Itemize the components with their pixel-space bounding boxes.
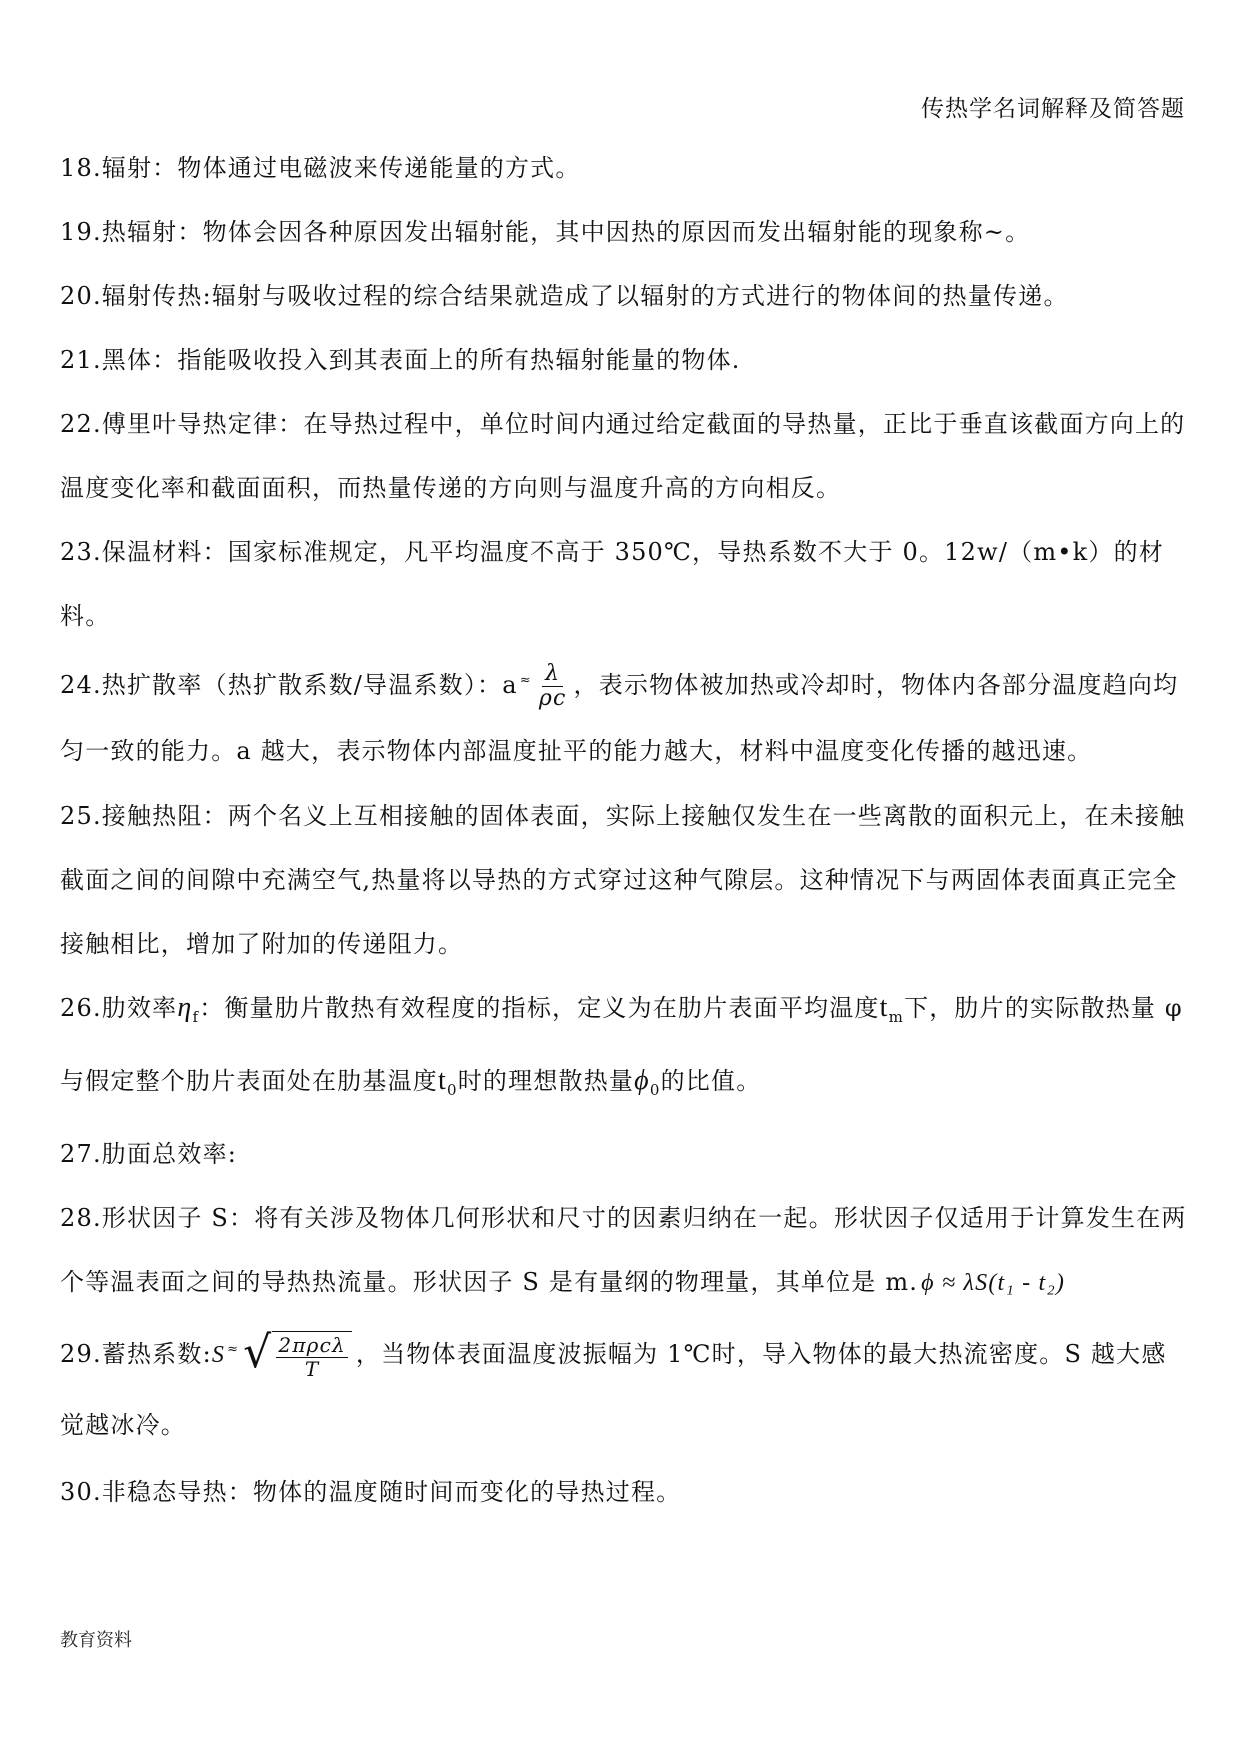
sqrt-formula [243,1326,352,1381]
shape-factor-formula: ϕ ≈ λS(t₁ - t₂) [921,1270,1066,1297]
s-symbol: S [211,1342,226,1369]
entry-18: 18.辐射：物体通过电磁波来传递能量的方式。 [60,154,581,182]
entry-28-text: 28.形状因子 S：将有关涉及物体几何形状和尺寸的因素归纳在一起。形状因子仅适用于计算发生在两个等温表面之间的导热热流量。形状因子 S 是有量纲的物理量，其单位是 m. [60,1203,1187,1296]
entry-30: 30.非稳态导热：物体的温度随时间而变化的导热过程。 [60,1478,682,1507]
entry-22: 22.傅里叶导热定律：在导热过程中，单位时间内通过给定截面的导热量，正比于垂直该截面方向上的温度变化率和截面面积，而热量传递的方向则与温度升高的方向相反。 [60,410,1186,502]
approx-symbol-2: ≈ [227,1342,240,1358]
entry-27: 27.肋面总效率: [60,1139,238,1168]
sqrt-numerator: 2πρcλ [278,1332,346,1357]
sqrt-denominator: T [304,1356,320,1381]
document-body [60,136,1188,1524]
tm-subscript: m [888,1007,905,1026]
sqrt-sign: √ [243,1326,273,1378]
entry-25: 25.接触热阻：两个名义上互相接触的固体表面，实际上接触仅发生在一些离散的面积元上，在未接触截面之间的间隙中充满空气,热量将以导热的方式穿过这种气隙层。这种情况下与两固体表面真正完全接触相比，增加了附加的传递阻力。 [60,802,1186,958]
fraction-numerator: λ [542,662,563,687]
entry-24 [60,648,1188,784]
fraction-denominator: ρc [538,686,567,711]
entry-29-text: ，当物体表面温度波振幅为 1℃时，导入物体的最大热流密度。S 越大感觉越冰冷。 [60,1340,1167,1440]
entry-20: 20.辐射传热:辐射与吸收过程的综合结果就造成了以辐射的方式进行的物体间的热量传递。 [60,282,1069,310]
entry-26-text-4: 的比值。 [660,1066,762,1095]
entry-26 [60,976,1188,1122]
entry-23: 23.保温材料：国家标准规定，凡平均温度不高于 350℃，导热系数不大于 0。12w/（m•k）的材料。 [60,538,1164,630]
entry-26-text-1: ：衡量肋片散热有效程度的指标，定义为在肋片表面平均温度 [199,994,880,1022]
entry-28 [60,1186,1188,1316]
entry-24-text: ，表示物体被加热或冷却时，物体内各部分温度趋向均匀一致的能力。a 越大，表示物体内部温度扯平的能力越大，材料中温度变化传播的越迅速。 [60,671,1179,765]
entry-21: 21.黑体：指能吸收投入到其表面上的所有热辐射能量的物体. [60,346,741,374]
diffusivity-fraction [536,662,570,711]
entry-19: 19.热辐射：物体会因各种原因发出辐射能，其中因热的原因而发出辐射能的现象称~。 [60,218,1031,246]
tm-symbol: t [879,992,889,1023]
eta-subscript: f [192,1007,200,1026]
entry-29 [60,1315,1188,1460]
entry-26-label: 26.肋效率 [60,994,178,1022]
entry-24-label: 24.热扩散率（热扩散系数/导温系数）：a [60,671,518,699]
page-footer: 教育资料 [60,1630,132,1651]
approx-symbol: ≈ [519,673,532,688]
entry-26-text-2: 下，肋片的实际散热量 φ 与假定整个肋片表面处在肋基温度 [60,994,1183,1095]
t0-symbol: t [438,1064,447,1096]
t0-subscript: 0 [446,1080,458,1099]
phi0-symbol: ϕ [634,1064,650,1096]
entry-26-text-3: 时的理想散热量 [457,1066,635,1095]
eta-symbol: η [177,992,193,1023]
entry-29-label: 29.蓄热系数: [60,1340,212,1369]
phi0-subscript: 0 [649,1080,661,1099]
page-header: 传热学名词解释及简答题 [921,96,1185,122]
